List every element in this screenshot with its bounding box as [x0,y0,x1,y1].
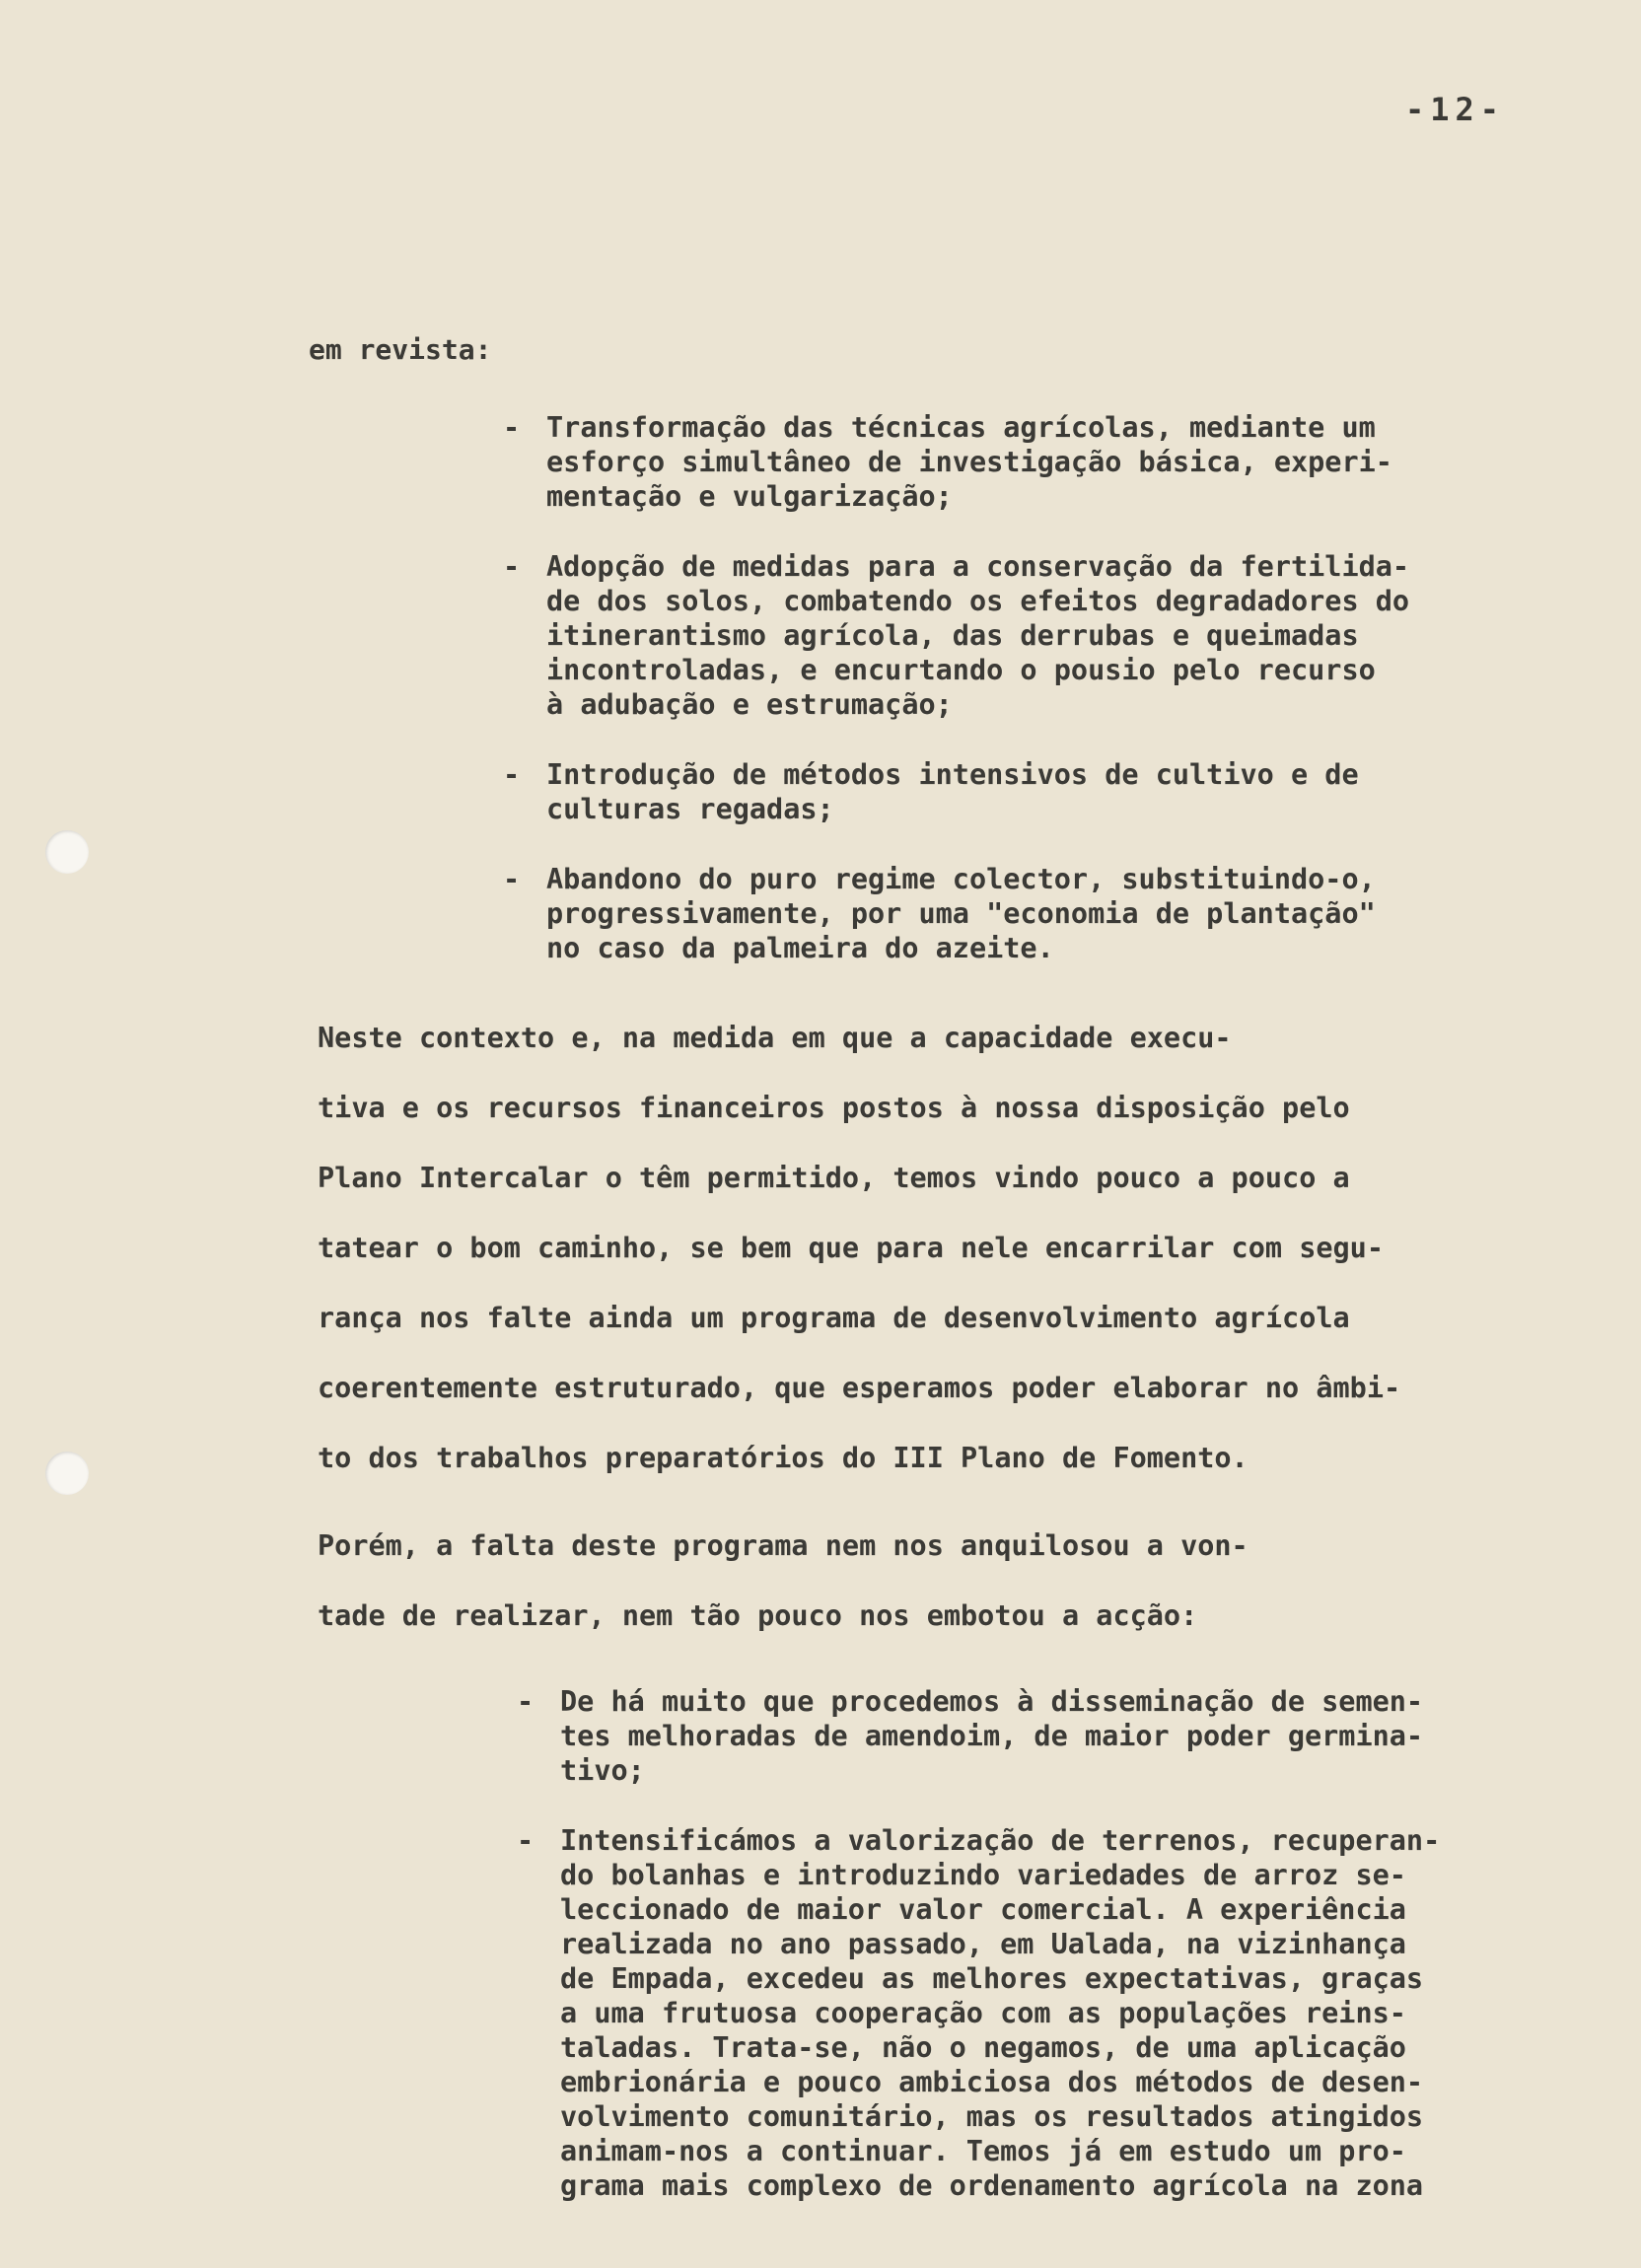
bullet-item [503,757,1538,826]
bullet-text: Adopção de medidas para a conservação da fertilida- de dos solos, combatendo os efeitos degradadores do itinerantismo agrícola, das derrubas e queimadas incontroladas, e encurtando o pousio pelo recurso à adubação e estrumação; [546,550,1410,721]
dash-marker: - [503,550,521,583]
intro-text: em revista: [309,333,492,366]
page-number: -12- [1405,91,1506,128]
bullet-list-actions [517,1684,1552,2238]
bullet-text: Intensificámos a valorização de terrenos, recuperan- do bolanhas e introduzindo variedades de arroz se- leccionado de maior valor comercial. A experiência realizada no ano passado, em Ualada, na vizinhança de Empada, excedeu as melhores expectativas, graças a uma frutuosa cooperação com as populações reins- taladas. Trata-se, não o negamos, de uma aplicação embrionária e pouco ambiciosa dos métodos de desen- volvimento comunitário, mas os resultados atingidos animam-nos a continuar. Temos já em estudo um pro- grama mais complexo de ordenamento agrícola na zona [560,1824,1441,2202]
dash-marker: - [517,1685,535,1718]
bullet-text: De há muito que procedemos à disseminação de semen- tes melhoradas de amendoim, de maior poder germina- tivo; [560,1685,1424,1787]
bullet-item [503,410,1538,514]
bullet-text: Transformação das técnicas agrícolas, mediante um esforço simultâneo de investigação básica, experi- mentação e vulgarização; [546,411,1392,513]
dash-marker: - [503,758,521,791]
bullet-list-measures [503,410,1538,1001]
punch-hole-bottom [45,1452,89,1495]
dash-marker: - [503,411,521,444]
paragraph-context: Neste contexto e, na medida em que a capacidade execu- tiva e os recursos financeiros postos à nossa disposição pelo Plano Intercalar o têm permitido, temos vindo pouco a pouco a tatear o bom caminho, se bem que para nele encarrilar com segu- rança nos falte ainda um programa de desenvolvimento agrícola coerentemente estruturado, que esperamos poder elaborar no âmbi- to dos trabalhos preparatórios do III Plano de Fomento. [318,1022,1401,1474]
bullet-text: Abandono do puro regime colector, substituindo-o, progressivamente, por uma "economia de plantação" no caso da palmeira do azeite. [546,863,1376,964]
bullet-text: Introdução de métodos intensivos de cultivo e de culturas regadas; [546,758,1359,825]
bullet-item [517,1823,1552,2203]
dash-marker: - [517,1824,535,1857]
paragraph-however: Porém, a falta deste programa nem nos anquilosou a von- tade de realizar, nem tão pouco nos embotou a acção: [318,1529,1249,1632]
bullet-item [503,549,1538,722]
bullet-item [517,1684,1552,1788]
dash-marker: - [503,863,521,895]
punch-hole-top [45,830,89,874]
bullet-item [503,862,1538,965]
